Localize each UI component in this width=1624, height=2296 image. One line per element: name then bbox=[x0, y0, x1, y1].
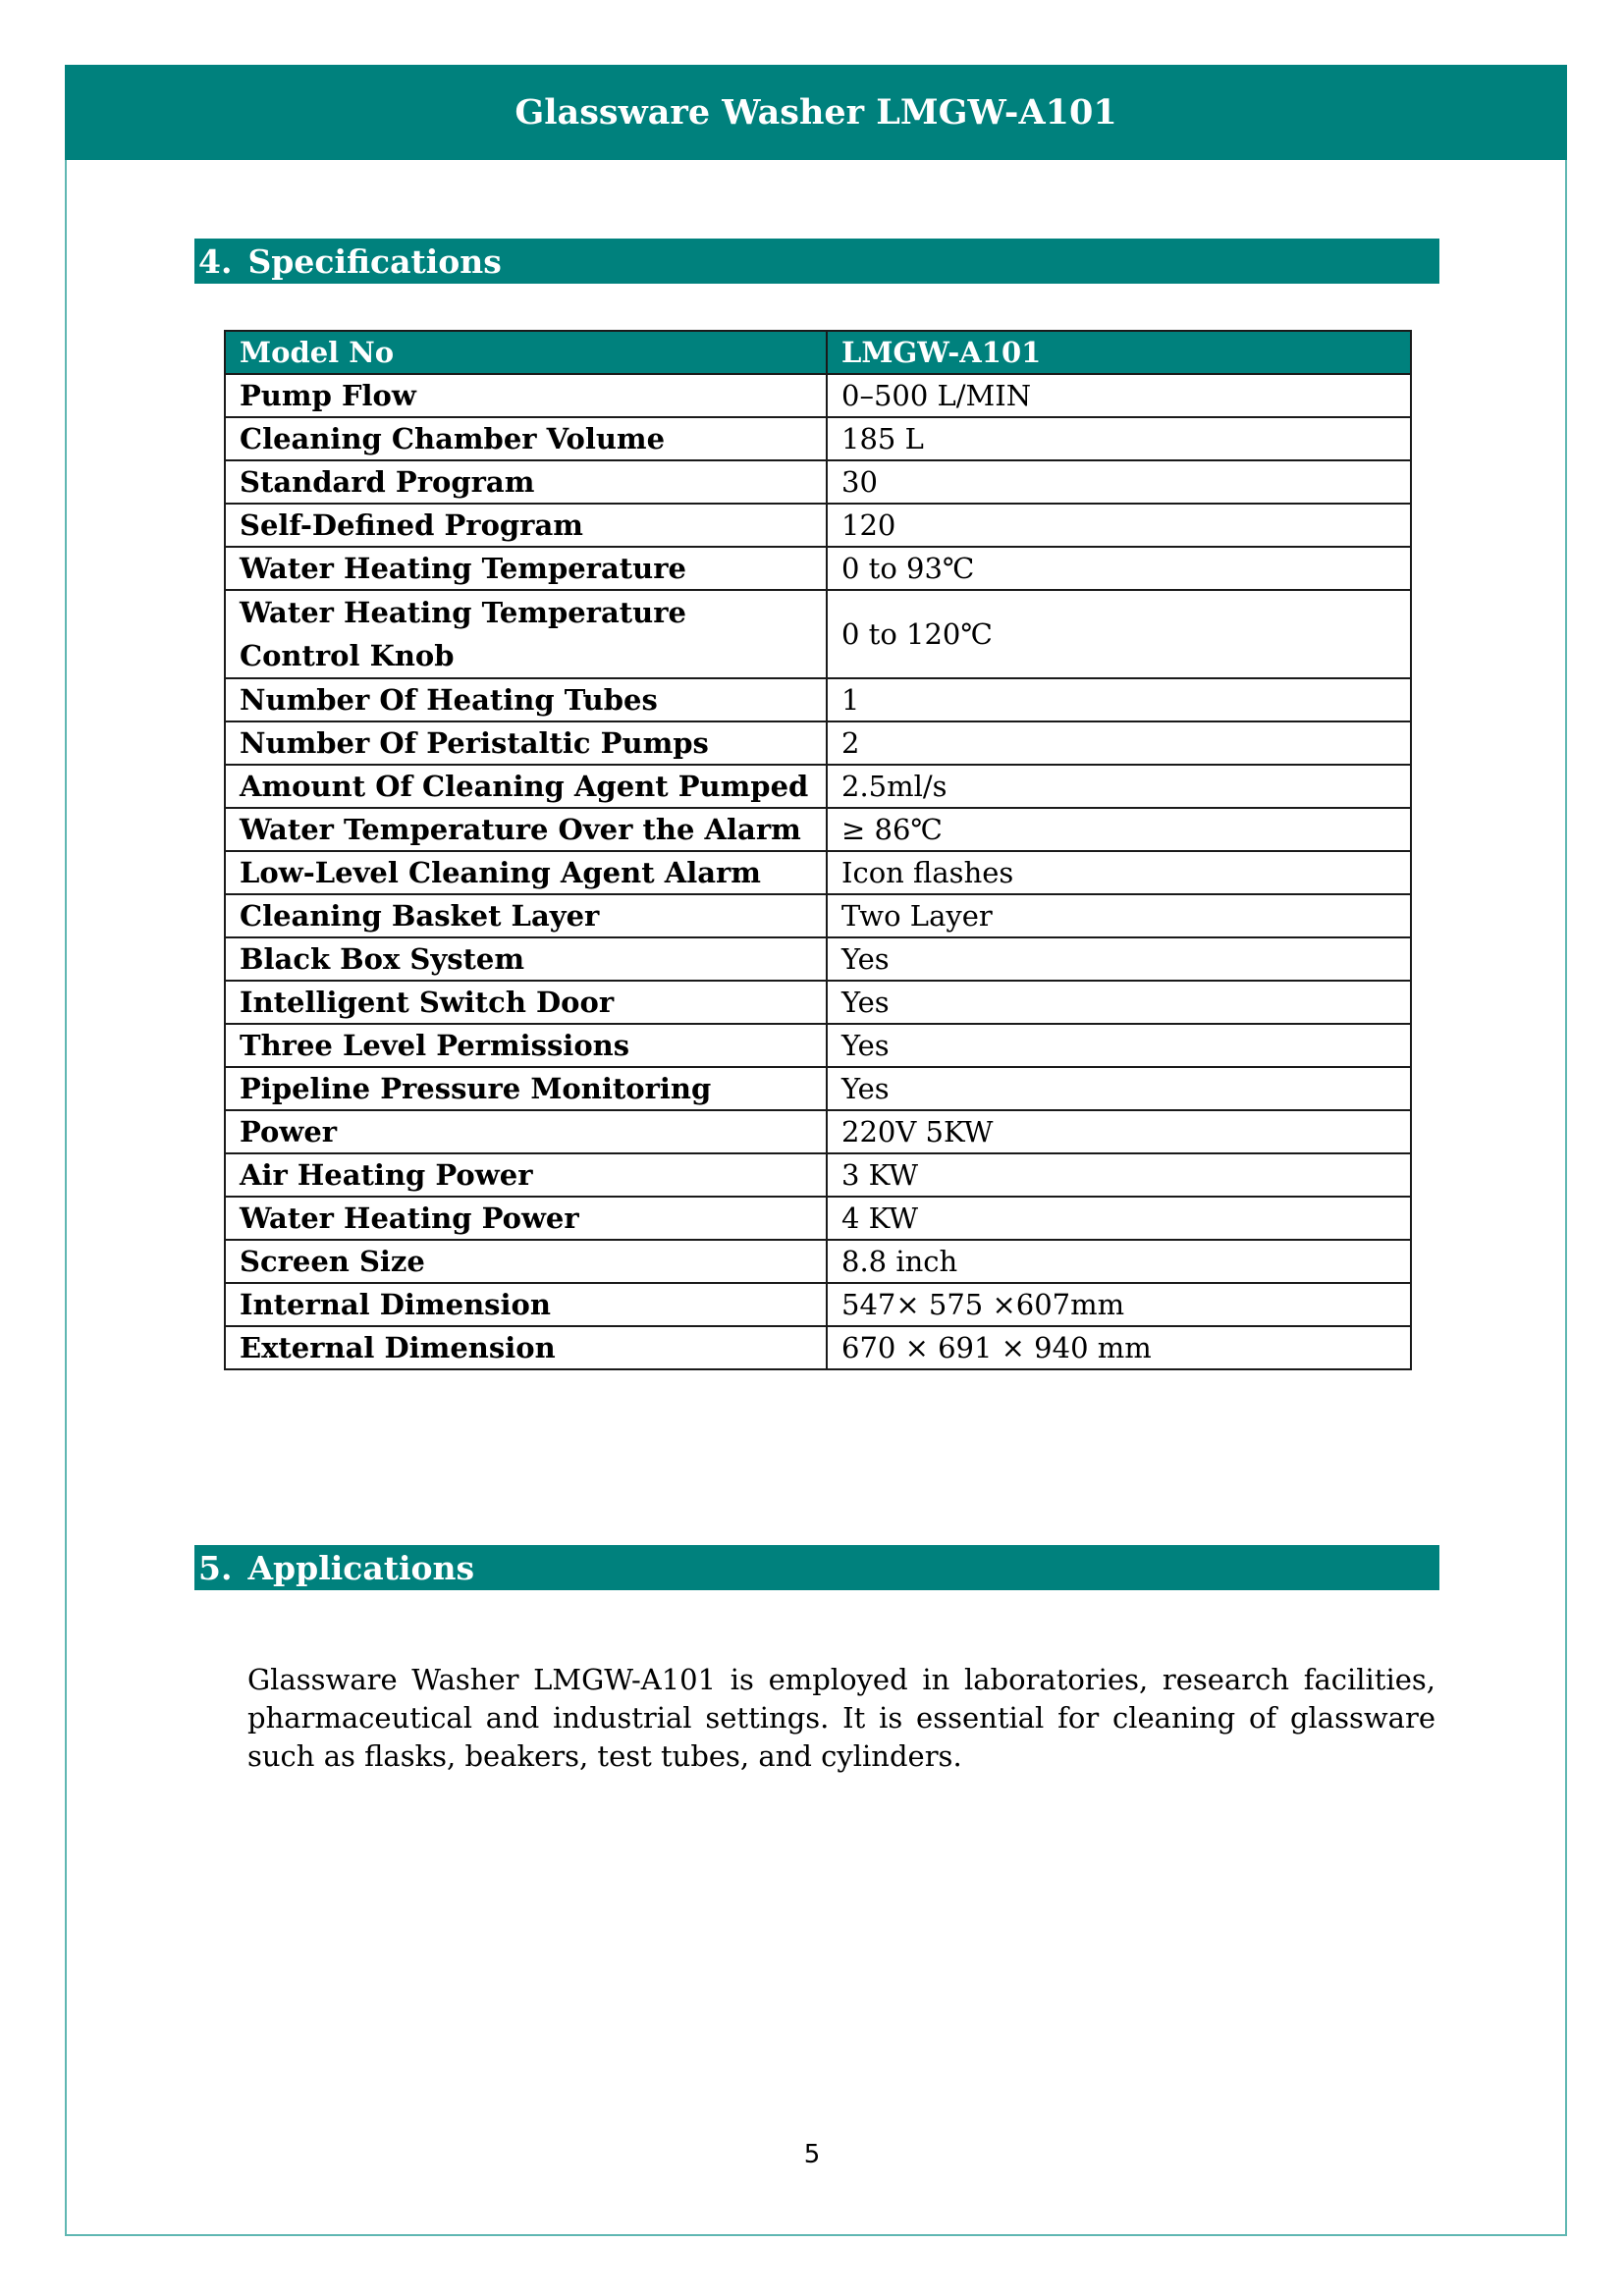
spec-value: 30 bbox=[827, 460, 1411, 504]
page-number: 5 bbox=[803, 2140, 821, 2169]
table-row bbox=[225, 1326, 1411, 1369]
spec-name: Internal Dimension bbox=[225, 1283, 827, 1326]
applications-paragraph: Glassware Washer LMGW-A101 is employed in laboratories, research facilities, pharmaceutical and industrial settings. It is essential for cleaning of glassware such as flasks, beakers, test tubes, and cylinders. bbox=[247, 1663, 1435, 1773]
table-row bbox=[225, 851, 1411, 894]
page-header bbox=[65, 65, 1567, 160]
table-header-key: Model No bbox=[225, 331, 827, 374]
spec-value: 1 bbox=[827, 678, 1411, 721]
spec-name: Low-Level Cleaning Agent Alarm bbox=[225, 851, 827, 894]
spec-name: Cleaning Chamber Volume bbox=[225, 417, 827, 460]
section-title: Specifications bbox=[247, 241, 502, 281]
table-row bbox=[225, 808, 1411, 851]
spec-value: Yes bbox=[827, 1067, 1411, 1110]
page-title: Glassware Washer LMGW-A101 bbox=[514, 92, 1117, 133]
spec-value: 2 bbox=[827, 721, 1411, 765]
spec-value: Two Layer bbox=[827, 894, 1411, 937]
spec-value: 4 KW bbox=[827, 1197, 1411, 1240]
spec-value: ≥ 86℃ bbox=[827, 808, 1411, 851]
spec-name: Standard Program bbox=[225, 460, 827, 504]
spec-value: Yes bbox=[827, 1024, 1411, 1067]
table-row bbox=[225, 504, 1411, 547]
spec-name: Water Heating Power bbox=[225, 1197, 827, 1240]
table-row bbox=[225, 1240, 1411, 1283]
spec-value: 0 to 93℃ bbox=[827, 547, 1411, 590]
spec-name: Black Box System bbox=[225, 937, 827, 981]
spec-name: Water Heating Temperature Control Knob bbox=[225, 590, 827, 678]
table-row bbox=[225, 1283, 1411, 1326]
table-row bbox=[225, 460, 1411, 504]
spec-name: Amount Of Cleaning Agent Pumped bbox=[225, 765, 827, 808]
table-row bbox=[225, 721, 1411, 765]
table-row bbox=[225, 1153, 1411, 1197]
spec-name: Self-Defined Program bbox=[225, 504, 827, 547]
table-row bbox=[225, 590, 1411, 678]
table-row bbox=[225, 1067, 1411, 1110]
spec-value: 2.5ml/s bbox=[827, 765, 1411, 808]
table-header-value: LMGW-A101 bbox=[827, 331, 1411, 374]
table-row bbox=[225, 981, 1411, 1024]
table-row bbox=[225, 374, 1411, 417]
spec-name: Pump Flow bbox=[225, 374, 827, 417]
spec-value: 547× 575 ×607mm bbox=[827, 1283, 1411, 1326]
table-row bbox=[225, 1197, 1411, 1240]
spec-value: 185 L bbox=[827, 417, 1411, 460]
table-row bbox=[225, 1024, 1411, 1067]
spec-value: 8.8 inch bbox=[827, 1240, 1411, 1283]
spec-value: Icon flashes bbox=[827, 851, 1411, 894]
spec-name: Number Of Heating Tubes bbox=[225, 678, 827, 721]
spec-value: 0 to 120℃ bbox=[827, 590, 1411, 678]
spec-name: Three Level Permissions bbox=[225, 1024, 827, 1067]
spec-name: Cleaning Basket Layer bbox=[225, 894, 827, 937]
spec-name: Pipeline Pressure Monitoring bbox=[225, 1067, 827, 1110]
spec-value: 0–500 L/MIN bbox=[827, 374, 1411, 417]
table-header-row bbox=[225, 331, 1411, 374]
table-row bbox=[225, 417, 1411, 460]
table-row bbox=[225, 678, 1411, 721]
spec-value: 220V 5KW bbox=[827, 1110, 1411, 1153]
spec-value: 670 × 691 × 940 mm bbox=[827, 1326, 1411, 1369]
spec-name: Screen Size bbox=[225, 1240, 827, 1283]
spec-name: Air Heating Power bbox=[225, 1153, 827, 1197]
table-row bbox=[225, 765, 1411, 808]
spec-value: 120 bbox=[827, 504, 1411, 547]
spec-name: Water Heating Temperature bbox=[225, 547, 827, 590]
spec-name: Power bbox=[225, 1110, 827, 1153]
spec-value: Yes bbox=[827, 937, 1411, 981]
spec-name: Water Temperature Over the Alarm bbox=[225, 808, 827, 851]
table-row bbox=[225, 1110, 1411, 1153]
spec-name: External Dimension bbox=[225, 1326, 827, 1369]
table-row bbox=[225, 894, 1411, 937]
spec-name: Number Of Peristaltic Pumps bbox=[225, 721, 827, 765]
table-row bbox=[225, 937, 1411, 981]
specifications-table bbox=[224, 330, 1412, 1370]
spec-value: Yes bbox=[827, 981, 1411, 1024]
section-number: 4. bbox=[198, 241, 233, 281]
table-row bbox=[225, 547, 1411, 590]
spec-name: Intelligent Switch Door bbox=[225, 981, 827, 1024]
specifications-section-heading bbox=[194, 239, 1439, 284]
applications-section-heading bbox=[194, 1545, 1439, 1590]
spec-value: 3 KW bbox=[827, 1153, 1411, 1197]
section-number: 5. bbox=[198, 1548, 233, 1587]
section-title: Applications bbox=[247, 1548, 475, 1587]
